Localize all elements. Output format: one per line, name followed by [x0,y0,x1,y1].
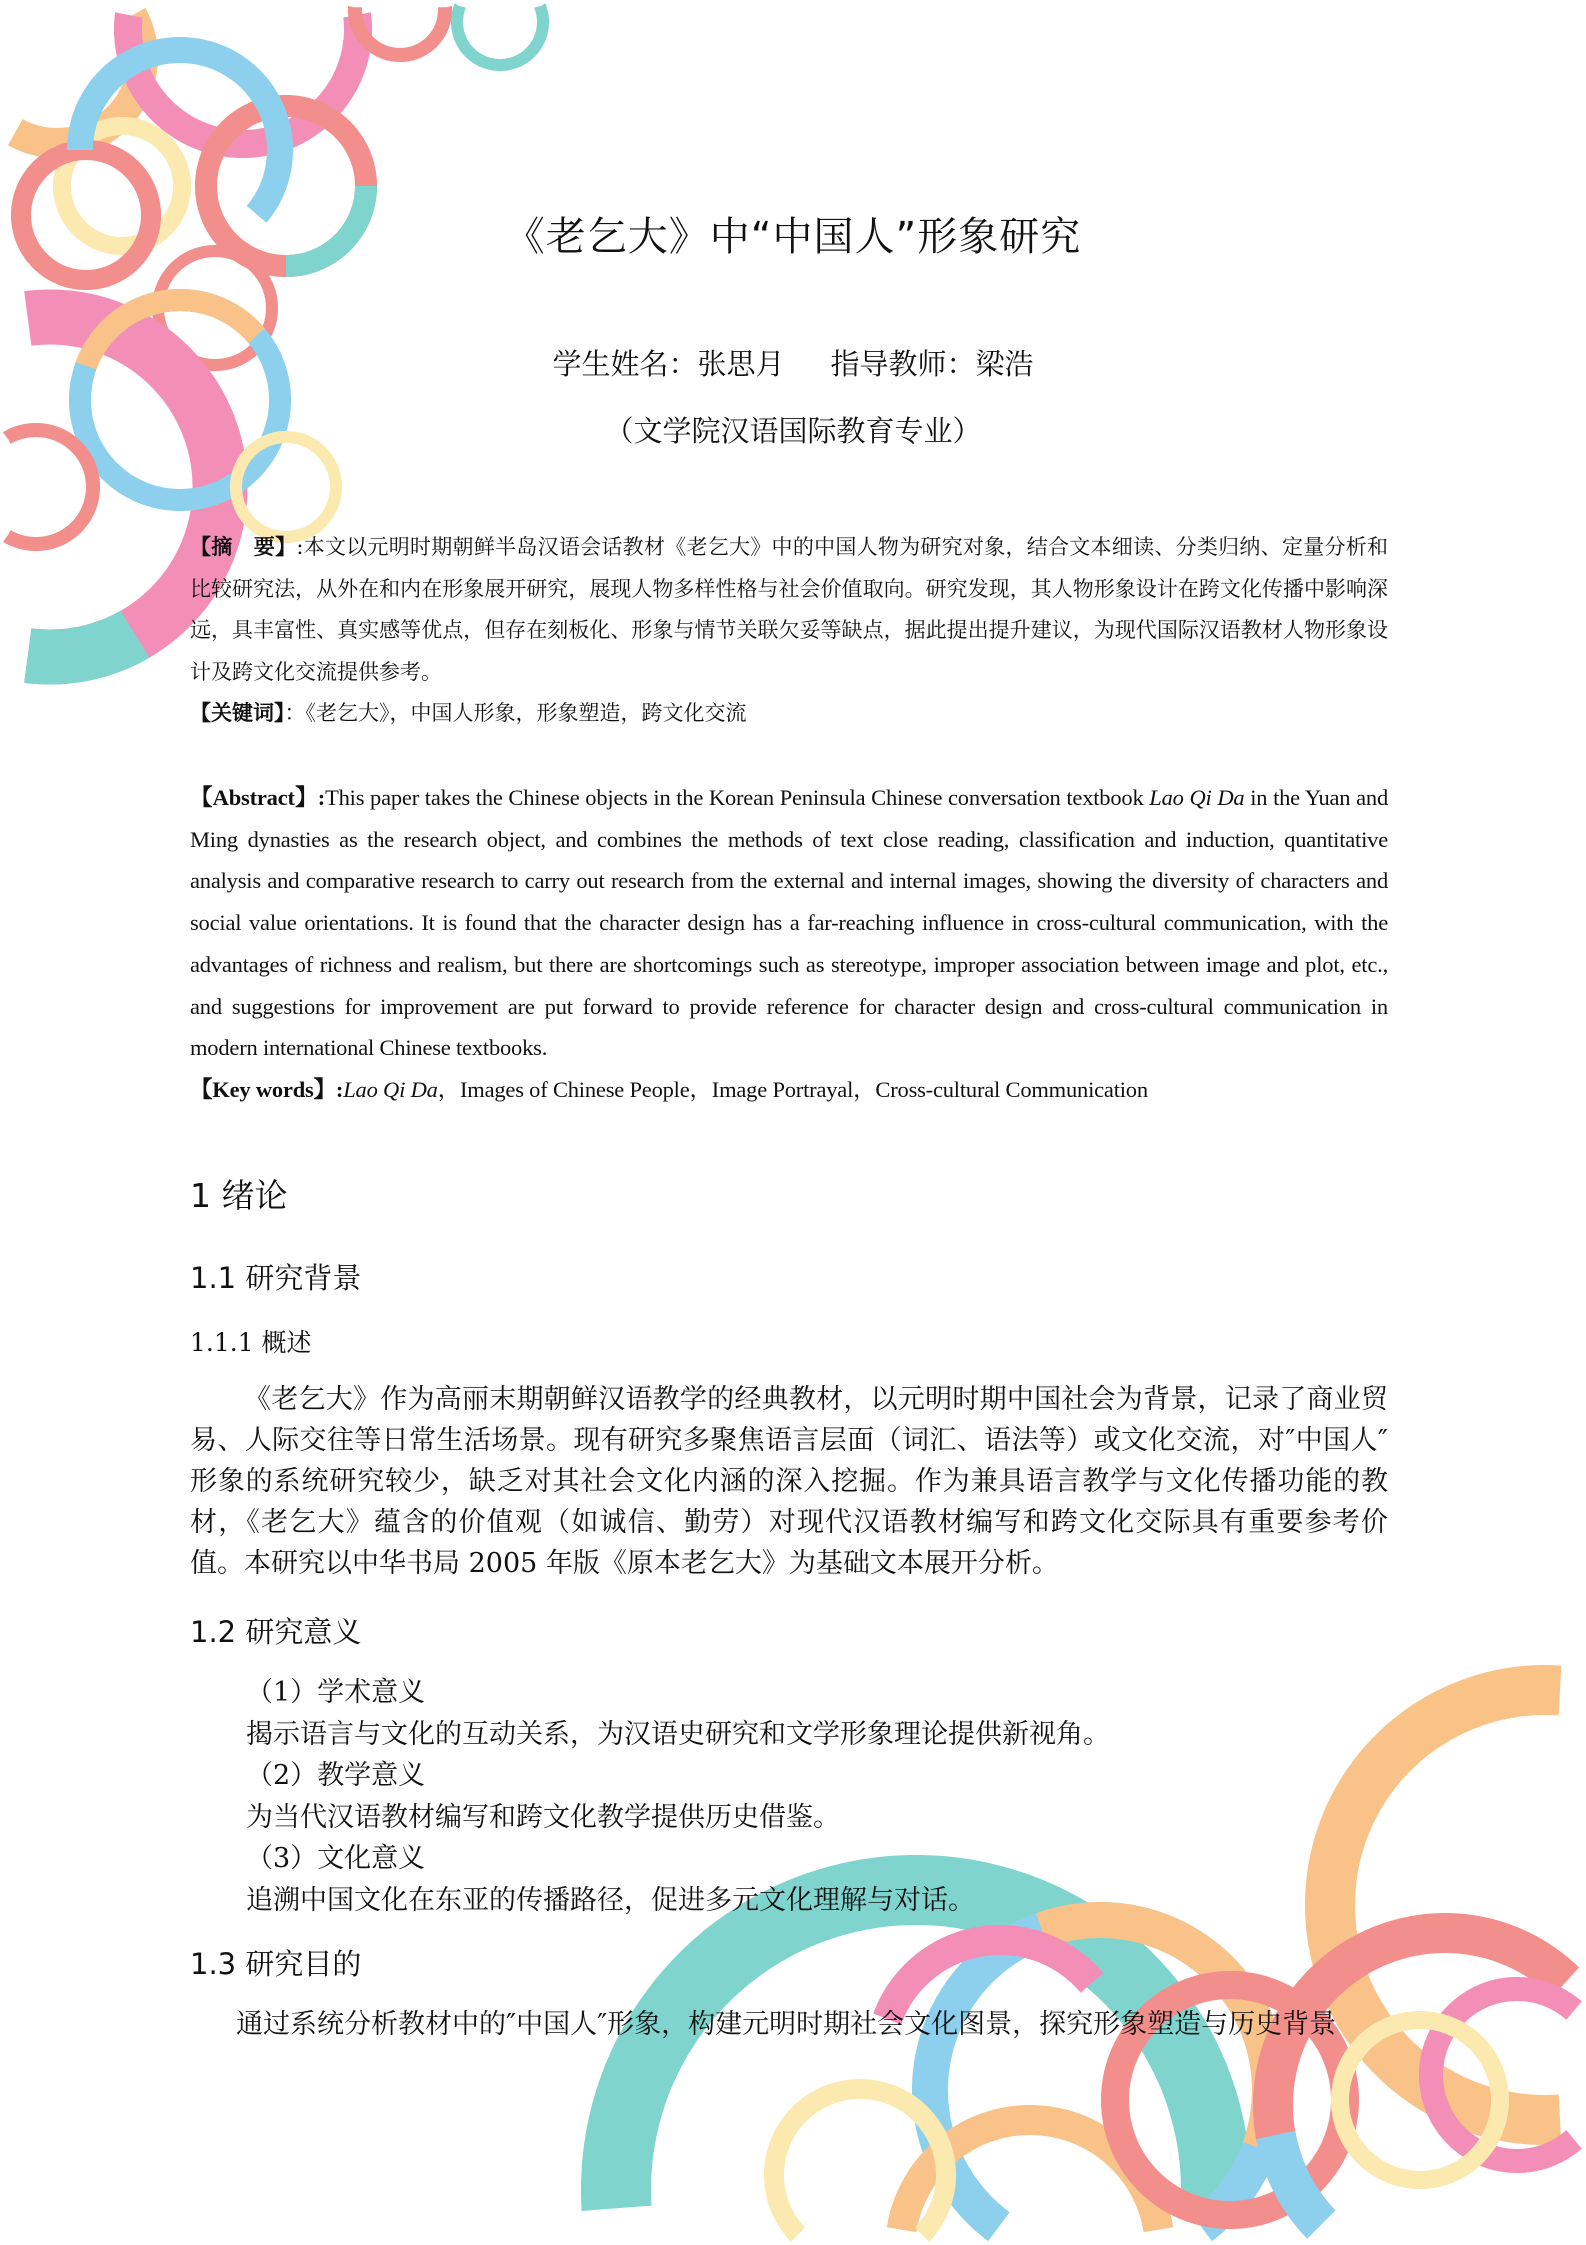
heading-1: 1 绪论 [190,1176,288,1215]
item-label: （1）学术意义 [246,1677,426,1708]
abstract-label: 【摘 要】 [190,534,297,559]
abstract-label: 【Abstract】 [190,785,318,810]
decorative-ring [1340,2020,1500,2180]
decorative-ring [930,1920,1270,2227]
decorative-ring [355,7,445,55]
decorative-ring [15,15,143,143]
department: （文学院汉语国际教育专业） [604,414,982,448]
paragraph-overview: 《老乞大》作为高丽末期朝鲜汉语教学的经典教材，以元明时期中国社会为背景，记录了商业贸易、人际交往等日常生活场景。现有研究多聚焦语言层面（词汇、语法等）或文化交流，对″中国人″形象的系统研究较少，缺乏对其社会文化内涵的深入挖掘。作为兼具语言教学与文化传播功能的教材，《老乞大》蕴含的价值观（如诚信、勤劳）对现代汉语教材编写和跨文化交际具有重要参考价值。本研究以中华书局 2005 年版《原本老乞大》为基础文本展开分析。 [190,1384,1388,1579]
decorative-ring [1276,2135,1322,2225]
keywords-label: 【关键词】 [190,700,285,725]
separator: ： [284,701,306,725]
decorative-ring [236,437,336,537]
heading-1-1: 1.1 研究背景 [190,1261,362,1295]
item-text: 揭示语言与文化的互动关系，为汉语史研究和文学形象理论提供新视角。 [246,1719,1110,1750]
student-label: 学生姓名： [552,347,698,381]
decorative-ring [28,634,135,657]
decorative-ring [902,2120,1159,2230]
author-line [0,342,1586,383]
decorative-ring [774,2089,946,2235]
chinese-abstract [190,526,1388,693]
book-title: Lao Qi Da [1149,785,1245,810]
separator: : [335,1077,344,1102]
decorative-ring [1330,1690,1560,2120]
decorative-ring [1273,1933,1566,2225]
decorative-ring [1431,1989,1574,2161]
advisor-name: 梁浩 [975,347,1034,381]
keywords-label: 【Key words】 [190,1077,336,1102]
item-text: 追溯中国文化在东亚的传播路径，促进多元文化理解与对话。 [246,1885,975,1916]
decorative-ring [616,1890,1216,2208]
item-label: （2）教学意义 [246,1760,426,1791]
chinese-keywords [190,692,1388,735]
book-title: Lao Qi Da [343,1077,438,1102]
heading-1-2: 1.2 研究意义 [190,1615,362,1649]
paragraph-purpose: 通过系统分析教材中的″中国人″形象，构建元明时期社会文化图景，探究形象塑造与历史背景 [236,2009,1337,2040]
page-title: 《老乞大》中“中国人”形象研究 [504,214,1082,260]
student-name: 张思月 [697,347,785,381]
abstract-text: in the Yuan and Ming dynasties as the research object, and combines the methods of text close reading, classification and induction, quantitative analysis and comparative research to carry out research from the external and internal images, showing the diversity of characters and social value orientations. It is found that the character design has a far-reaching influence in cross-cultural communication, with the advantages of richness and realism, but there are shortcomings such as stereotype, improper association between image and plot, etc., and suggestions for improvement are put forward to provide reference for character design and cross-cultural communication in modern international Chinese textbooks. [190,785,1389,1061]
decorative-ring [457,6,543,65]
advisor-label: 指导教师： [830,347,976,381]
heading-1-1-1: 1.1.1 概述 [190,1328,312,1357]
item-text: 为当代汉语教材编写和跨文化教学提供历史借鉴。 [246,1802,840,1833]
abstract-text: 本文以元明时期朝鲜半岛汉语会话教材《老乞大》中的中国人物为研究对象，结合文本细读、分类归纳、定量分析和比较研究法，从外在和内在形象展开研究，展现人物多样性格与社会价值取向。研究发现，其人物形象设计在跨文化传播中影响深远，具丰富性、真实感等优点，但存在刻板化、形象与情节关联欠妥等缺点，据此提出提升建议，为现代国际汉语教材人物形象设计及跨文化交流提供参考。 [190,535,1389,684]
decorative-ring [128,15,358,144]
decorative-ring [80,300,280,500]
keywords-text: ，Images of Chinese People，Image Portrayal，Cross-cultural Communication [437,1077,1148,1102]
heading-1-3: 1.3 研究目的 [190,1947,362,1981]
keywords-text: 《老乞大》，中国人形象，形象塑造，跨文化交流 [305,701,747,725]
english-abstract [190,777,1388,1069]
item-label: （3）文化意义 [246,1843,426,1874]
abstract-text: This paper takes the Chinese objects in the Korean Peninsula Chinese conversation textbook [325,785,1150,810]
english-keywords [190,1069,1388,1111]
separator: : [296,535,304,559]
decorative-ring [80,50,280,214]
separator: : [317,785,326,810]
